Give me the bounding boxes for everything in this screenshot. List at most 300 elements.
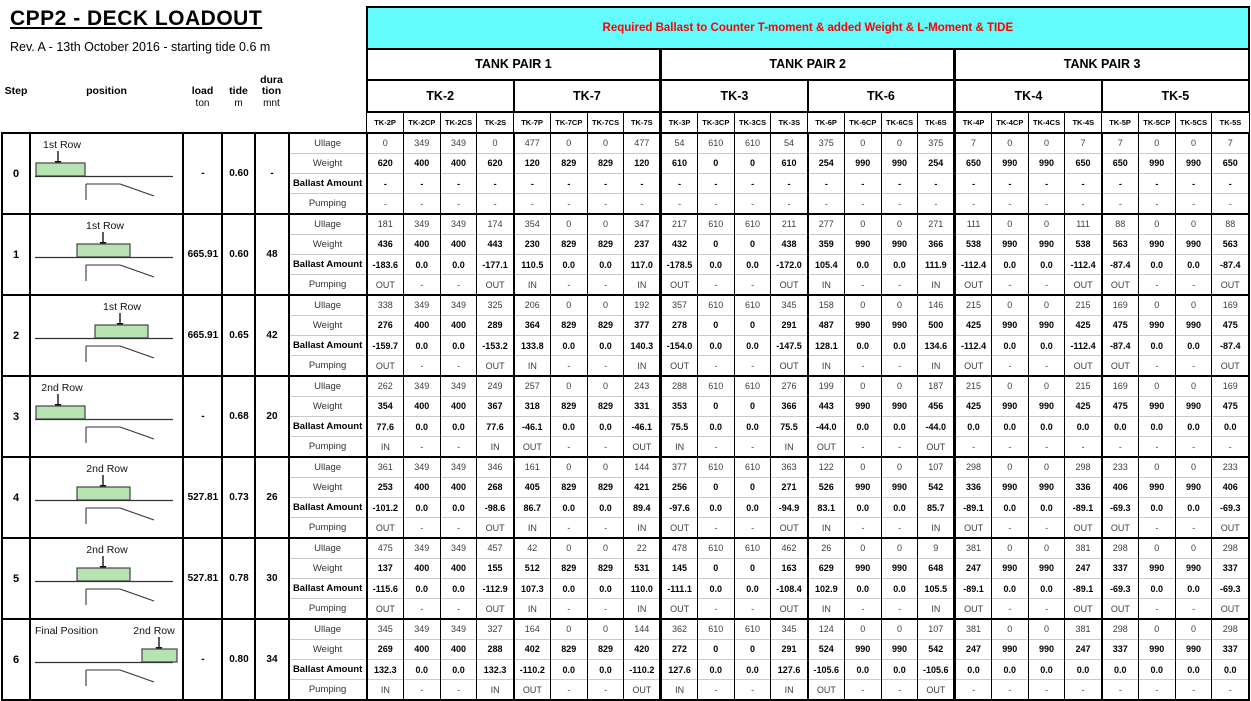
data-cell: 269 xyxy=(367,639,404,659)
data-cell: 457 xyxy=(477,538,514,558)
duration-value: 20 xyxy=(255,376,288,457)
data-cell: 377 xyxy=(661,457,698,477)
data-cell: 0 xyxy=(587,133,624,153)
data-cell: 610 xyxy=(734,538,771,558)
data-cell: - xyxy=(550,356,587,376)
data-cell: 0.0 xyxy=(697,417,734,437)
data-cell: - xyxy=(1138,275,1175,295)
row-label: Ballast Amount xyxy=(289,255,367,275)
data-cell: - xyxy=(918,174,955,194)
data-cell: - xyxy=(697,599,734,619)
data-cell: OUT xyxy=(1102,518,1139,538)
data-cell: 829 xyxy=(550,315,587,335)
data-cell: 0.0 xyxy=(1065,417,1102,437)
data-cell: - xyxy=(440,437,477,457)
data-cell: - xyxy=(550,518,587,538)
data-cell: OUT xyxy=(918,680,955,700)
data-cell: 111 xyxy=(1065,214,1102,234)
data-cell: - xyxy=(403,680,440,700)
step-number: 1 xyxy=(2,214,30,295)
data-cell: 0.0 xyxy=(881,255,918,275)
load-value: - xyxy=(183,133,222,214)
barge-position-diagram xyxy=(32,134,182,208)
data-cell: 75.5 xyxy=(661,417,698,437)
data-cell: 0 xyxy=(991,295,1028,315)
data-cell: 354 xyxy=(367,396,404,416)
data-cell: - xyxy=(550,275,587,295)
data-cell: - xyxy=(697,437,734,457)
data-cell: 990 xyxy=(991,558,1028,578)
data-cell: 990 xyxy=(844,477,881,497)
data-cell: 336 xyxy=(1065,477,1102,497)
data-cell: - xyxy=(514,194,551,214)
data-cell: 0 xyxy=(1175,457,1212,477)
data-cell: 77.6 xyxy=(477,417,514,437)
data-cell: - xyxy=(991,174,1028,194)
left-header-area xyxy=(2,7,367,112)
data-cell: 400 xyxy=(403,639,440,659)
data-cell: -153.2 xyxy=(477,336,514,356)
data-cell: 0 xyxy=(1175,538,1212,558)
data-cell: IN xyxy=(808,518,845,538)
data-cell: 7 xyxy=(1065,133,1102,153)
data-cell: 0 xyxy=(587,214,624,234)
data-cell: 366 xyxy=(771,396,808,416)
data-cell: 276 xyxy=(771,376,808,396)
data-cell: 0.0 xyxy=(1175,660,1212,680)
data-cell: 349 xyxy=(440,376,477,396)
data-cell: - xyxy=(440,518,477,538)
banner-row xyxy=(2,7,1249,49)
data-cell: 990 xyxy=(1138,234,1175,254)
data-cell: -172.0 xyxy=(771,255,808,275)
data-cell: 0 xyxy=(697,153,734,173)
data-cell: -69.3 xyxy=(1102,498,1139,518)
data-cell: - xyxy=(367,174,404,194)
data-cell: 349 xyxy=(403,376,440,396)
data-cell: - xyxy=(550,194,587,214)
data-cell: 610 xyxy=(734,457,771,477)
position-cell xyxy=(30,214,183,295)
load-value: 665.91 xyxy=(183,295,222,376)
data-cell: 237 xyxy=(624,234,661,254)
data-cell: - xyxy=(734,174,771,194)
data-cell: - xyxy=(1212,194,1249,214)
data-cell: 990 xyxy=(1175,315,1212,335)
data-cell: 0 xyxy=(844,538,881,558)
data-cell: 650 xyxy=(1065,153,1102,173)
data-cell: 105.5 xyxy=(918,579,955,599)
row-label: Pumping xyxy=(289,437,367,457)
data-cell: 420 xyxy=(624,639,661,659)
data-cell: 0.0 xyxy=(1175,255,1212,275)
data-cell: 610 xyxy=(734,619,771,639)
data-cell: 425 xyxy=(1065,396,1102,416)
data-cell: 7 xyxy=(1212,133,1249,153)
data-cell: - xyxy=(477,174,514,194)
data-cell: 990 xyxy=(1138,153,1175,173)
data-cell: - xyxy=(844,275,881,295)
data-cell: - xyxy=(440,356,477,376)
data-cell: 361 xyxy=(367,457,404,477)
data-cell: - xyxy=(1138,194,1175,214)
data-cell: 0.0 xyxy=(440,336,477,356)
data-cell: IN xyxy=(624,275,661,295)
data-cell: IN xyxy=(477,437,514,457)
data-cell: - xyxy=(1138,518,1175,538)
step-number: 3 xyxy=(2,376,30,457)
data-cell: 336 xyxy=(955,477,992,497)
data-cell: 117.0 xyxy=(624,255,661,275)
data-cell: 26 xyxy=(808,538,845,558)
data-cell: 0.0 xyxy=(403,579,440,599)
data-cell: 478 xyxy=(661,538,698,558)
data-cell: 0 xyxy=(697,558,734,578)
page-title: CPP2 - DECK LOADOUT xyxy=(10,7,263,30)
data-cell: - xyxy=(734,194,771,214)
data-cell: 0.0 xyxy=(1138,579,1175,599)
data-cell: - xyxy=(550,437,587,457)
data-cell: - xyxy=(587,275,624,295)
data-cell: 0.0 xyxy=(440,660,477,680)
data-cell: 362 xyxy=(661,619,698,639)
data-cell: 400 xyxy=(440,477,477,497)
data-cell: 278 xyxy=(661,315,698,335)
data-cell: 990 xyxy=(1028,234,1065,254)
data-cell: OUT xyxy=(477,599,514,619)
data-cell: 288 xyxy=(661,376,698,396)
data-cell: OUT xyxy=(477,275,514,295)
data-cell: 122 xyxy=(808,457,845,477)
data-cell: -112.4 xyxy=(955,336,992,356)
data-cell: 0.0 xyxy=(1212,660,1249,680)
tank-pair-header: TANK PAIR 2 xyxy=(661,49,955,81)
data-cell: 421 xyxy=(624,477,661,497)
data-cell: 0.0 xyxy=(1028,417,1065,437)
data-cell: 0.0 xyxy=(403,498,440,518)
data-cell: 0.0 xyxy=(844,336,881,356)
data-cell: 990 xyxy=(991,639,1028,659)
data-cell: 829 xyxy=(550,558,587,578)
data-cell: 0 xyxy=(1175,376,1212,396)
position-label: 1st Row xyxy=(102,301,141,313)
load-value: 527.81 xyxy=(183,457,222,538)
data-cell: 381 xyxy=(1065,538,1102,558)
data-cell: - xyxy=(1065,680,1102,700)
position-label: 1st Row xyxy=(85,220,124,232)
row-label: Weight xyxy=(289,396,367,416)
data-cell: 325 xyxy=(477,295,514,315)
barge-position-diagram xyxy=(32,458,182,532)
data-cell: - xyxy=(1175,194,1212,214)
data-cell: 990 xyxy=(1028,315,1065,335)
duration-value: - xyxy=(255,133,288,214)
data-cell: 366 xyxy=(918,234,955,254)
data-cell: 0 xyxy=(1138,214,1175,234)
data-cell: - xyxy=(1028,194,1065,214)
data-cell: 0 xyxy=(697,477,734,497)
data-cell: 102.9 xyxy=(808,579,845,599)
data-cell: - xyxy=(697,680,734,700)
data-cell: 990 xyxy=(1028,477,1065,497)
tide-value: 0.60 xyxy=(222,133,255,214)
data-cell: 475 xyxy=(1212,315,1249,335)
data-cell: 829 xyxy=(587,234,624,254)
data-cell: 288 xyxy=(477,639,514,659)
data-cell: - xyxy=(844,680,881,700)
data-cell: 0.0 xyxy=(734,336,771,356)
data-cell: - xyxy=(697,356,734,376)
data-cell: 211 xyxy=(771,214,808,234)
tide-value: 0.60 xyxy=(222,214,255,295)
data-cell: OUT xyxy=(514,437,551,457)
data-cell: 215 xyxy=(1065,376,1102,396)
data-cell: 0.0 xyxy=(1028,255,1065,275)
data-cell: OUT xyxy=(1065,356,1102,376)
data-cell: - xyxy=(1138,599,1175,619)
data-cell: 0.0 xyxy=(440,255,477,275)
data-cell: 829 xyxy=(587,639,624,659)
data-cell: - xyxy=(734,680,771,700)
data-cell: 0.0 xyxy=(991,660,1028,680)
cargo-box xyxy=(77,244,130,257)
row-label: Ballast Amount xyxy=(289,498,367,518)
data-cell: OUT xyxy=(771,275,808,295)
data-cell: 829 xyxy=(550,639,587,659)
data-cell: 829 xyxy=(550,396,587,416)
data-cell: IN xyxy=(514,356,551,376)
data-cell: -178.5 xyxy=(661,255,698,275)
data-cell: OUT xyxy=(771,518,808,538)
data-cell: - xyxy=(771,174,808,194)
data-cell: 0 xyxy=(697,639,734,659)
data-cell: 990 xyxy=(991,234,1028,254)
data-cell: - xyxy=(403,518,440,538)
data-cell: - xyxy=(1065,437,1102,457)
data-cell: 253 xyxy=(367,477,404,497)
data-cell: - xyxy=(587,518,624,538)
row-label: Pumping xyxy=(289,275,367,295)
data-cell: 7 xyxy=(955,133,992,153)
data-cell: OUT xyxy=(1212,275,1249,295)
data-cell: - xyxy=(1102,437,1139,457)
position-label: 2nd Row xyxy=(85,463,128,475)
data-cell: OUT xyxy=(477,518,514,538)
data-cell: OUT xyxy=(367,599,404,619)
data-cell: 345 xyxy=(771,295,808,315)
data-cell: 0.0 xyxy=(844,579,881,599)
data-cell: - xyxy=(808,174,845,194)
row-label: Ullage xyxy=(289,133,367,153)
data-cell: 0.0 xyxy=(734,498,771,518)
data-cell: 257 xyxy=(514,376,551,396)
data-cell: 0 xyxy=(550,619,587,639)
data-cell: -44.0 xyxy=(808,417,845,437)
data-cell: 375 xyxy=(918,133,955,153)
data-cell: OUT xyxy=(771,356,808,376)
data-cell: - xyxy=(1028,275,1065,295)
data-cell: 54 xyxy=(661,133,698,153)
subcolumn-header-tk-4cs: TK-4CS xyxy=(1028,112,1065,133)
duration-value: 26 xyxy=(255,457,288,538)
subcolumn-header-tk-4cp: TK-4CP xyxy=(991,112,1028,133)
data-cell: 990 xyxy=(1138,639,1175,659)
data-cell: IN xyxy=(624,518,661,538)
data-cell: 443 xyxy=(477,234,514,254)
data-cell: -110.2 xyxy=(624,660,661,680)
data-cell: 829 xyxy=(550,234,587,254)
data-cell: OUT xyxy=(1065,599,1102,619)
data-cell: 0.0 xyxy=(587,579,624,599)
position-label: 2nd Row xyxy=(40,382,83,394)
tide-value: 0.65 xyxy=(222,295,255,376)
tide-value: 0.80 xyxy=(222,619,255,700)
data-cell: - xyxy=(991,356,1028,376)
data-cell: 610 xyxy=(661,153,698,173)
data-cell: 337 xyxy=(1212,639,1249,659)
row-label: Ballast Amount xyxy=(289,660,367,680)
data-cell: 181 xyxy=(367,214,404,234)
position-label: Final Position xyxy=(34,625,98,637)
data-cell: 0.0 xyxy=(1028,660,1065,680)
data-cell: -115.6 xyxy=(367,579,404,599)
data-cell: 425 xyxy=(1065,315,1102,335)
data-cell: 610 xyxy=(734,214,771,234)
data-cell: - xyxy=(881,518,918,538)
data-cell: 127.6 xyxy=(661,660,698,680)
data-cell: 86.7 xyxy=(514,498,551,518)
data-cell: 83.1 xyxy=(808,498,845,518)
data-cell: 111.9 xyxy=(918,255,955,275)
data-cell: - xyxy=(844,518,881,538)
row-label: Ullage xyxy=(289,619,367,639)
data-cell: 0 xyxy=(1028,538,1065,558)
data-cell: 829 xyxy=(550,477,587,497)
data-cell: 475 xyxy=(1102,396,1139,416)
data-cell: 0 xyxy=(991,619,1028,639)
data-cell: -69.3 xyxy=(1212,579,1249,599)
data-cell: 0 xyxy=(734,396,771,416)
data-cell: 990 xyxy=(1028,558,1065,578)
data-cell: 0.0 xyxy=(697,336,734,356)
data-cell: OUT xyxy=(1065,518,1102,538)
data-cell: 650 xyxy=(955,153,992,173)
subcolumn-header-tk-2s: TK-2S xyxy=(477,112,514,133)
data-cell: 144 xyxy=(624,619,661,639)
data-cell: 0 xyxy=(1175,133,1212,153)
data-cell: - xyxy=(1175,275,1212,295)
data-cell: 262 xyxy=(367,376,404,396)
cargo-box xyxy=(95,325,148,338)
data-cell: -46.1 xyxy=(514,417,551,437)
data-cell: 0 xyxy=(881,619,918,639)
data-cell: 0 xyxy=(881,133,918,153)
data-cell: - xyxy=(587,194,624,214)
data-cell: -87.4 xyxy=(1212,336,1249,356)
data-cell: 400 xyxy=(403,558,440,578)
data-cell: -112.4 xyxy=(955,255,992,275)
data-cell: - xyxy=(1065,174,1102,194)
data-cell: - xyxy=(1212,174,1249,194)
row-label: Ballast Amount xyxy=(289,336,367,356)
data-cell: 128.1 xyxy=(808,336,845,356)
data-cell: 327 xyxy=(477,619,514,639)
data-cell: IN xyxy=(514,599,551,619)
data-cell: 0.0 xyxy=(881,498,918,518)
tide-value: 0.73 xyxy=(222,457,255,538)
data-cell: 0.0 xyxy=(403,255,440,275)
data-cell: 42 xyxy=(514,538,551,558)
data-cell: -98.6 xyxy=(477,498,514,518)
data-cell: 215 xyxy=(1065,295,1102,315)
data-cell: 345 xyxy=(367,619,404,639)
data-cell: - xyxy=(1028,356,1065,376)
duration-value: 30 xyxy=(255,538,288,619)
data-cell: 990 xyxy=(1175,558,1212,578)
data-cell: OUT xyxy=(1102,599,1139,619)
data-cell: OUT xyxy=(955,599,992,619)
data-cell: 475 xyxy=(1212,396,1249,416)
position-cell xyxy=(30,457,183,538)
data-cell: 110.0 xyxy=(624,579,661,599)
data-cell: 0 xyxy=(587,538,624,558)
data-cell: 0.0 xyxy=(734,417,771,437)
data-cell: - xyxy=(514,174,551,194)
data-cell: 298 xyxy=(1212,619,1249,639)
duration-value: 34 xyxy=(255,619,288,700)
ullage-row-step-5 xyxy=(2,538,1249,558)
data-cell: 990 xyxy=(1175,396,1212,416)
row-label: Weight xyxy=(289,315,367,335)
data-cell: - xyxy=(991,194,1028,214)
data-cell: 337 xyxy=(1102,558,1139,578)
data-cell: - xyxy=(991,437,1028,457)
data-cell: 0 xyxy=(550,214,587,234)
data-cell: 0 xyxy=(1138,295,1175,315)
data-cell: - xyxy=(587,174,624,194)
data-cell: 0.0 xyxy=(1212,417,1249,437)
data-cell: 54 xyxy=(771,133,808,153)
data-cell: 400 xyxy=(403,477,440,497)
data-cell: IN xyxy=(808,599,845,619)
tank-header-tk-3: TK-3 xyxy=(661,80,808,112)
data-cell: 0 xyxy=(734,315,771,335)
data-cell: 610 xyxy=(697,214,734,234)
data-cell: - xyxy=(991,680,1028,700)
data-cell: 124 xyxy=(808,619,845,639)
data-cell: -87.4 xyxy=(1102,336,1139,356)
data-cell: 0 xyxy=(1138,376,1175,396)
data-cell: 289 xyxy=(477,315,514,335)
data-cell: 0.0 xyxy=(550,417,587,437)
data-cell: 75.5 xyxy=(771,417,808,437)
data-cell: 164 xyxy=(514,619,551,639)
data-cell: 120 xyxy=(624,153,661,173)
data-cell: 0 xyxy=(844,295,881,315)
subcolumn-header-tk-2cs: TK-2CS xyxy=(440,112,477,133)
data-cell: 206 xyxy=(514,295,551,315)
data-cell: 346 xyxy=(477,457,514,477)
data-cell: - xyxy=(697,194,734,214)
row-label: Weight xyxy=(289,477,367,497)
data-cell: 610 xyxy=(771,153,808,173)
data-cell: 990 xyxy=(1138,477,1175,497)
data-cell: 400 xyxy=(440,396,477,416)
data-cell: 990 xyxy=(844,234,881,254)
data-cell: 145 xyxy=(661,558,698,578)
data-cell: 0 xyxy=(550,133,587,153)
data-cell: 0 xyxy=(844,457,881,477)
